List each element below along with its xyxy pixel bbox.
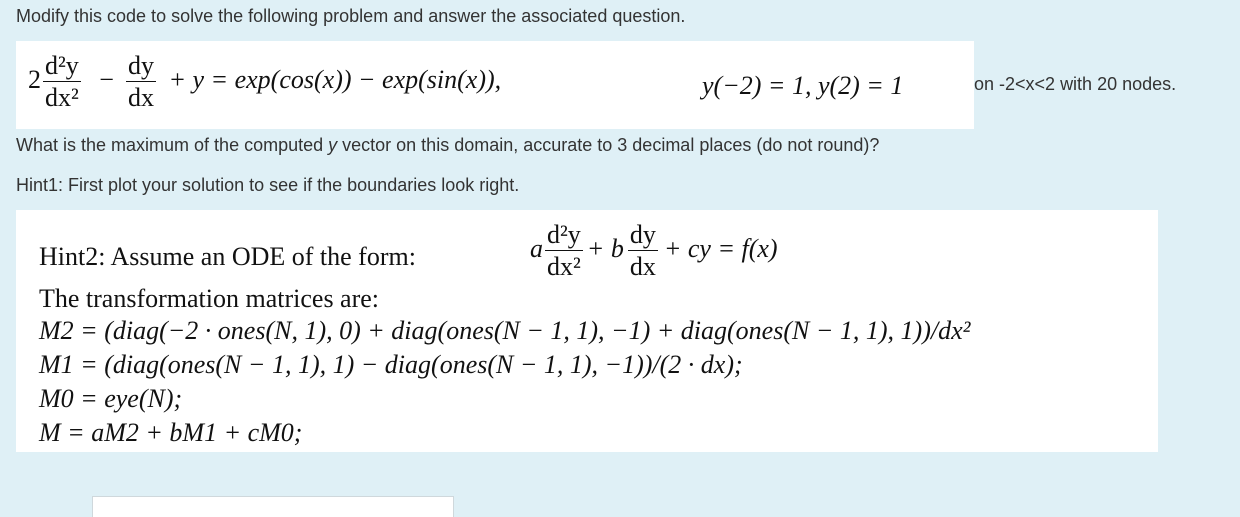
first-derivative-fraction (628, 222, 658, 280)
matrix-m1: M1 = (diag(ones(N − 1, 1), 1) − diag(ones(N − 1, 1), −1))/(2 · dx); (39, 350, 743, 379)
hint2-image (16, 210, 1158, 452)
answer-input[interactable] (92, 496, 454, 517)
hint2-label: Hint2: Assume an ODE of the form: (39, 242, 416, 271)
frac-denominator: dx (127, 83, 154, 112)
coef-b: + b (586, 233, 624, 263)
frac-numerator: d²y (45, 51, 79, 80)
matrix-m2: M2 = (diag(−2 · ones(N, 1), 0) + diag(ones(N − 1, 1), −1) + diag(ones(N − 1, 1), 1))/dx² (39, 316, 971, 345)
ode-rhs: + y = exp(cos(x)) − exp(sin(x)), (168, 64, 502, 94)
matrices-title: The transformation matrices are: (39, 284, 380, 313)
question-prefix: What is the maximum of the computed (16, 135, 329, 155)
question-text (16, 135, 879, 156)
matrix-m: M = aM2 + bM1 + cM0; (39, 418, 303, 447)
frac-denominator: dx (629, 252, 656, 281)
question-intro: Modify this code to solve the following problem and answer the associated question. (16, 6, 686, 26)
ode-rest: + cy = f(x) (663, 233, 778, 263)
hint2-ode (530, 222, 778, 280)
domain-text: on -2<x<2 with 20 nodes. (974, 74, 1177, 94)
coef-a: a (530, 233, 543, 263)
hint1-text: Hint1: First plot your solution to see if the boundaries look right. (16, 175, 520, 195)
boundary-conditions: y(−2) = 1, y(2) = 1 (702, 71, 904, 100)
question-suffix: vector on this domain, accurate to 3 decimal places (do not round)? (337, 135, 880, 155)
frac-numerator: d²y (547, 220, 581, 249)
second-derivative-fraction (545, 222, 583, 280)
frac-numerator: dy (127, 51, 154, 80)
frac-numerator: dy (629, 220, 656, 249)
frac-denominator: dx² (45, 83, 79, 112)
second-derivative-fraction (43, 53, 81, 111)
ode-equation (28, 53, 501, 111)
first-derivative-fraction (126, 53, 156, 111)
question-variable: y (328, 135, 338, 155)
equation-image (16, 41, 974, 129)
ode-coefficient: 2 (28, 64, 41, 94)
minus-sign: − (99, 64, 114, 94)
matrix-m0: M0 = eye(N); (39, 384, 183, 413)
frac-denominator: dx² (547, 252, 581, 281)
